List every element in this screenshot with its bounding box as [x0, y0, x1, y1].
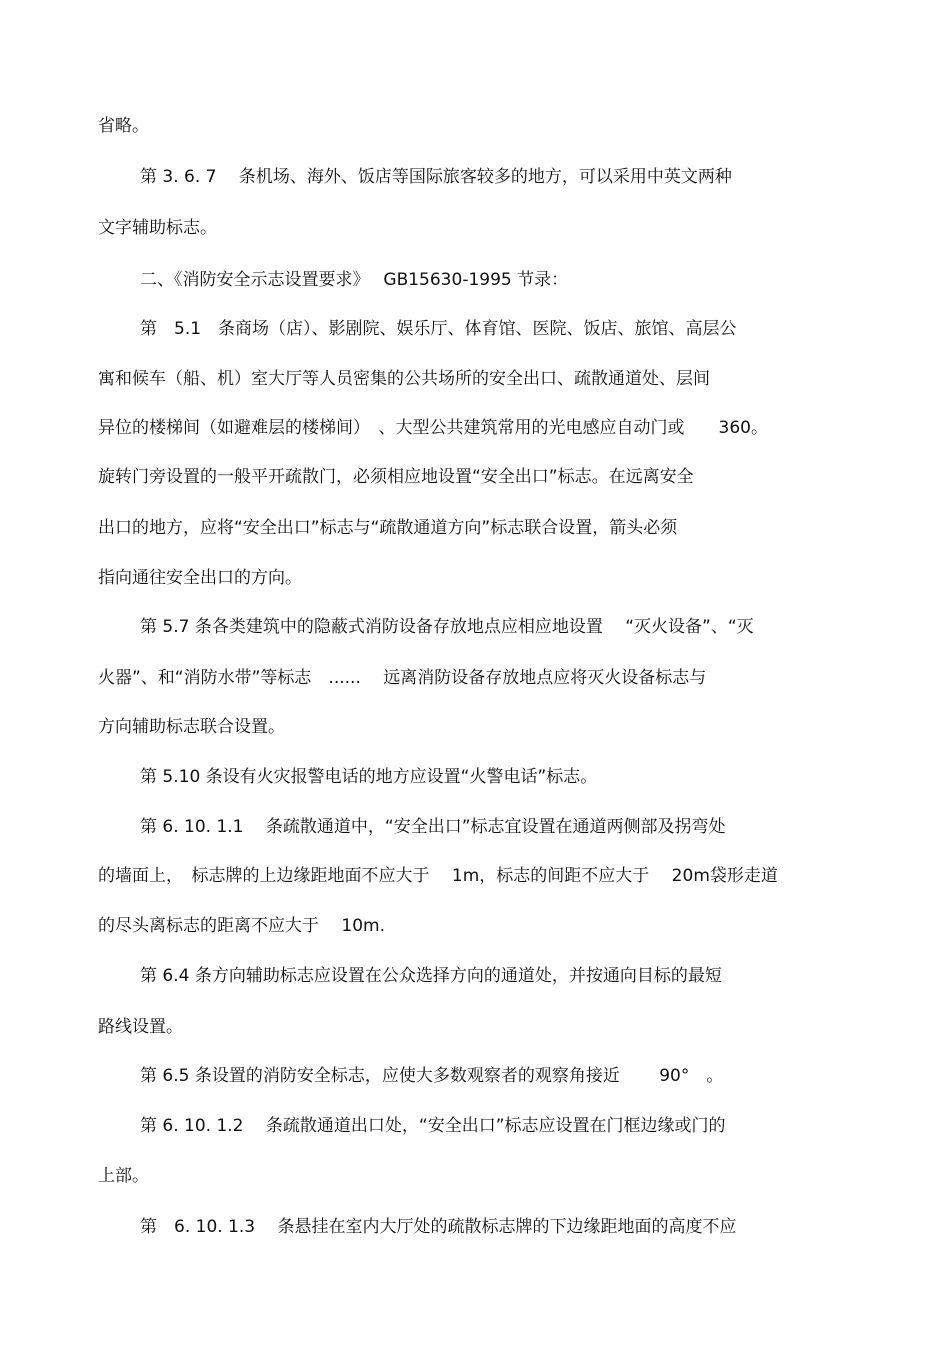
text-line: 第 6.4 条方向辅助标志应设置在公众选择方向的通道处，并按通向目标的最短	[140, 966, 722, 986]
text-line: 旋转门旁设置的一般平开疏散门，必须相应地设置“安全出口”标志。在远离安全	[98, 467, 694, 487]
text-line: 第 6.5 条设置的消防安全标志，应使大多数观察者的观察角接近 90° 。	[140, 1066, 724, 1086]
text-line: 指向通往安全出口的方向。	[98, 568, 302, 588]
text-line: 第 5.7 条各类建筑中的隐蔽式消防设备存放地点应相应地设置 “灭火设备”、“灭	[140, 617, 754, 637]
text-line: 第 6. 10. 1.2 条疏散通道出口处，“安全出口”标志应设置在门框边缘或门的	[140, 1116, 726, 1136]
text-line: 异位的楼梯间（如避难层的楼梯间） 、大型公共建筑常用的光电感应自动门或 360。	[98, 418, 768, 438]
text-line: 上部。	[98, 1166, 149, 1186]
text-line: 第 6. 10. 1.1 条疏散通道中，“安全出口”标志宜设置在通道两侧部及拐弯处	[140, 817, 726, 837]
text-line: 路线设置。	[98, 1017, 183, 1037]
text-line: 寓和候车（船、机）室大厅等人员密集的公共场所的安全出口、疏散通道处、层间	[98, 369, 710, 389]
text-line: 省略。	[98, 116, 149, 136]
text-line: 二、《消防安全示志设置要求》 GB15630-1995 节录：	[140, 270, 569, 290]
text-line: 方向辅助标志联合设置。	[98, 717, 285, 737]
text-line: 第 5.10 条设有火灾报警电话的地方应设置“火警电话”标志。	[140, 767, 598, 787]
text-line: 火器”、和“消防水带”等标志 ...... 远离消防设备存放地点应将灭火设备标志与	[98, 668, 707, 688]
text-line: 第 3. 6. 7 条机场、海外、饭店等国际旅客较多的地方，可以采用中英文两种	[140, 167, 732, 187]
text-line: 文字辅助标志。	[98, 218, 217, 238]
text-line: 的尽头离标志的距离不应大于 10m.	[98, 916, 385, 936]
text-line: 出口的地方，应将“安全出口”标志与“疏散通道方向”标志联合设置，箭头必须	[98, 518, 678, 538]
text-line: 第 5.1 条商场（店）、影剧院、娱乐厅、体育馆、医院、饭店、旅馆、高层公	[140, 319, 737, 339]
text-line: 的墙面上， 标志牌的上边缘距地面不应大于 1m，标志的间距不应大于 20m袋形走道	[98, 866, 778, 886]
text-line: 第 6. 10. 1.3 条悬挂在室内大厅处的疏散标志牌的下边缘距地面的高度不应	[140, 1217, 737, 1237]
